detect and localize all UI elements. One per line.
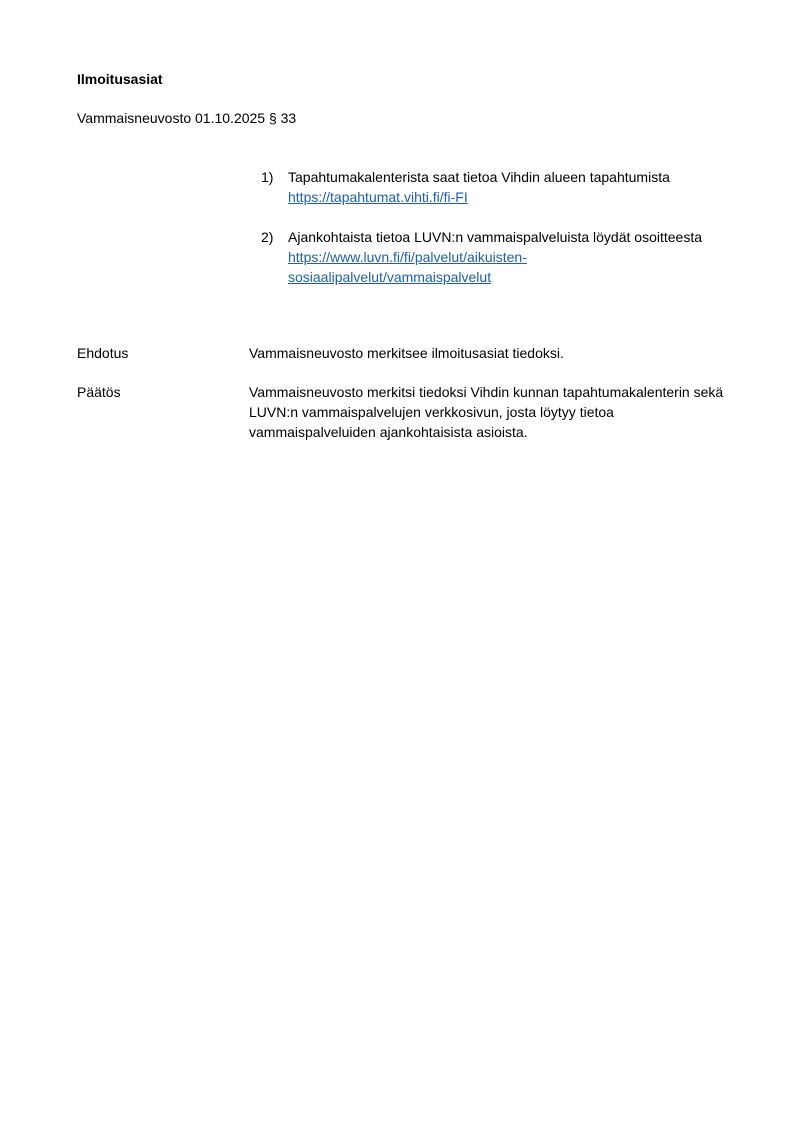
decision-section	[77, 382, 737, 442]
proposal-label: Ehdotus	[77, 345, 129, 361]
decision-label: Päätös	[77, 384, 121, 400]
list-item	[261, 227, 721, 287]
announcement-list	[261, 167, 721, 307]
proposal-text: Vammaisneuvosto merkitsee ilmoitusasiat tiedoksi.	[249, 345, 564, 361]
list-item-description: Tapahtumakalenterista saat tietoa Vihdin alueen tapahtumista	[288, 169, 670, 185]
list-item	[261, 167, 721, 207]
disability-services-link[interactable]: https://www.luvn.fi/fi/palvelut/aikuisten-sosiaalipalvelut/vammaispalvelut	[288, 249, 527, 285]
decision-text: Vammaisneuvosto merkitsi tiedoksi Vihdin kunnan tapahtumakalenterin sekä LUVN:n vammaispalvelujen verkkosivun, josta löytyy tietoa vammaispalveluiden ajankohtaisista asioista.	[249, 384, 724, 440]
list-item-number: 2)	[261, 229, 274, 245]
list-item-description: Ajankohtaista tietoa LUVN:n vammaispalveluista löydät osoitteesta	[288, 229, 702, 245]
list-item-text	[288, 167, 721, 207]
proposal-section	[77, 343, 737, 363]
event-calendar-link[interactable]: https://tapahtumat.vihti.fi/fi-FI	[288, 189, 468, 205]
document-title: Ilmoitusasiat	[77, 71, 163, 87]
list-item-text	[288, 227, 721, 287]
meeting-reference: Vammaisneuvosto 01.10.2025 § 33	[77, 110, 297, 126]
list-item-number: 1)	[261, 169, 274, 185]
